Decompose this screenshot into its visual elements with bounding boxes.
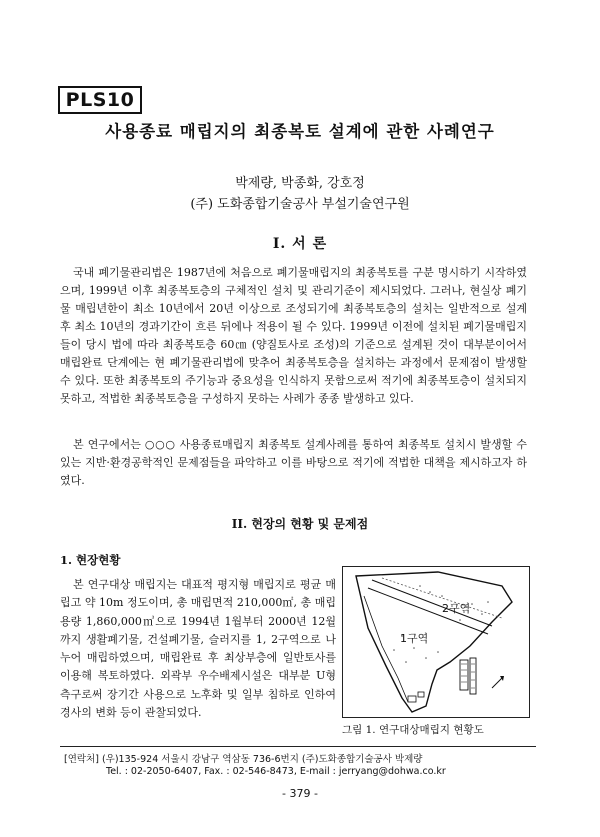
contact-address: [연락처] (우)135-924 서울시 강남구 역삼동 736-6번지 (주)도화종합기술공사 박제량: [64, 754, 423, 765]
intro-paragraph-1: [60, 264, 527, 408]
paper-title: 사용종료 매립지의 최종복토 설계에 관한 사례연구: [105, 122, 495, 141]
intro-paragraph-2-text: 본 연구에서는 ○○○ 사용종료매립지 최종복토 설계사례를 통하여 최종복토 설치시 발생할 수 있는 지반·환경공학적인 문제점들을 파악하고 이를 바탕으로 적기에 적법한 대책을 제시하고자 하였다.: [60, 438, 527, 487]
section-heading-site-status: II. 현장의 현황 및 문제점: [231, 517, 369, 531]
site-paragraph: [60, 576, 336, 722]
page-number: - 379 -: [282, 787, 318, 800]
paper-code-box: PLS10: [58, 86, 142, 114]
site-paragraph-text: 본 연구대상 매립지는 대표적 평지형 매립지로 평균 매립고 약 10m 정도이며, 총 매립면적 210,000㎡, 총 매립용량 1,860,000㎥으로 1994년 1월부터 2000년 12월까지 생활폐기물, 건설폐기물, 슬러지를 1, 2구역으로 나누어 매립하였으며, 매립완료 후 최상부층에 일반토사를 이용해 복토하였다. 외곽부 우수배제시설은 대부분 U형 측구로써 장기간 사용으로 노후화 및 일부 침하로 인하여 경사의 변화 등이 관찰되었다.: [60, 578, 336, 720]
section-heading-introduction: I. 서 론: [272, 236, 328, 252]
contact-phone-email: Tel. : 02-2050-6407, Fax. : 02-546-8473, E-mail : jerryang@dohwa.co.kr: [106, 766, 446, 777]
affiliation: (주) 도화종합기술공사 부설기술연구원: [190, 197, 410, 212]
intro-paragraph-1-text: 국내 폐기물관리법은 1987년에 처음으로 폐기물매립지의 최종복토를 구분 명시하기 시작하였으며, 1999년 이후 최종복토층의 구체적인 설치 및 관리기준이 제시되었다. 그러나, 현실상 폐기물 매립년한이 최소 10년에서 20년 이상으로 조성되기에 최종복토층의 설치는 일반적으로 설계 후 최소 10년의 경과기간이 흐른 뒤에나 적용이 될 수 있다. 1999년 이전에 설치된 폐기물매립지들이 당시 법에 따라 최종복토층 60㎝ (양질토사로 조성)의 기준으로 설계된 것이 대부분이어서 매립완료 단계에는 현 폐기물관리법에 맞추어 최종복토층을 설치하는 과정에서 문제점이 발생할 수 있다. 또한 최종복토의 주기능과 중요성을 인식하지 못함으로써 적기에 최종복토층이 설치되지 못하고, 적법한 최종복토층을 구성하지 못하는 사례가 종종 발생하고 있다.: [60, 266, 527, 405]
authors: 박제량, 박종화, 강호정: [235, 176, 365, 191]
footer-rule-top: [60, 746, 536, 747]
zone-1-label: 1구역: [400, 632, 429, 645]
subsection-heading-site: 1. 현장현황: [60, 553, 121, 567]
zone-2-label: 2구역: [442, 602, 471, 615]
site-map-figure: [342, 566, 530, 718]
figure-caption: 그림 1. 연구대상매립지 현황도: [342, 724, 484, 736]
intro-paragraph-2: [60, 436, 527, 490]
